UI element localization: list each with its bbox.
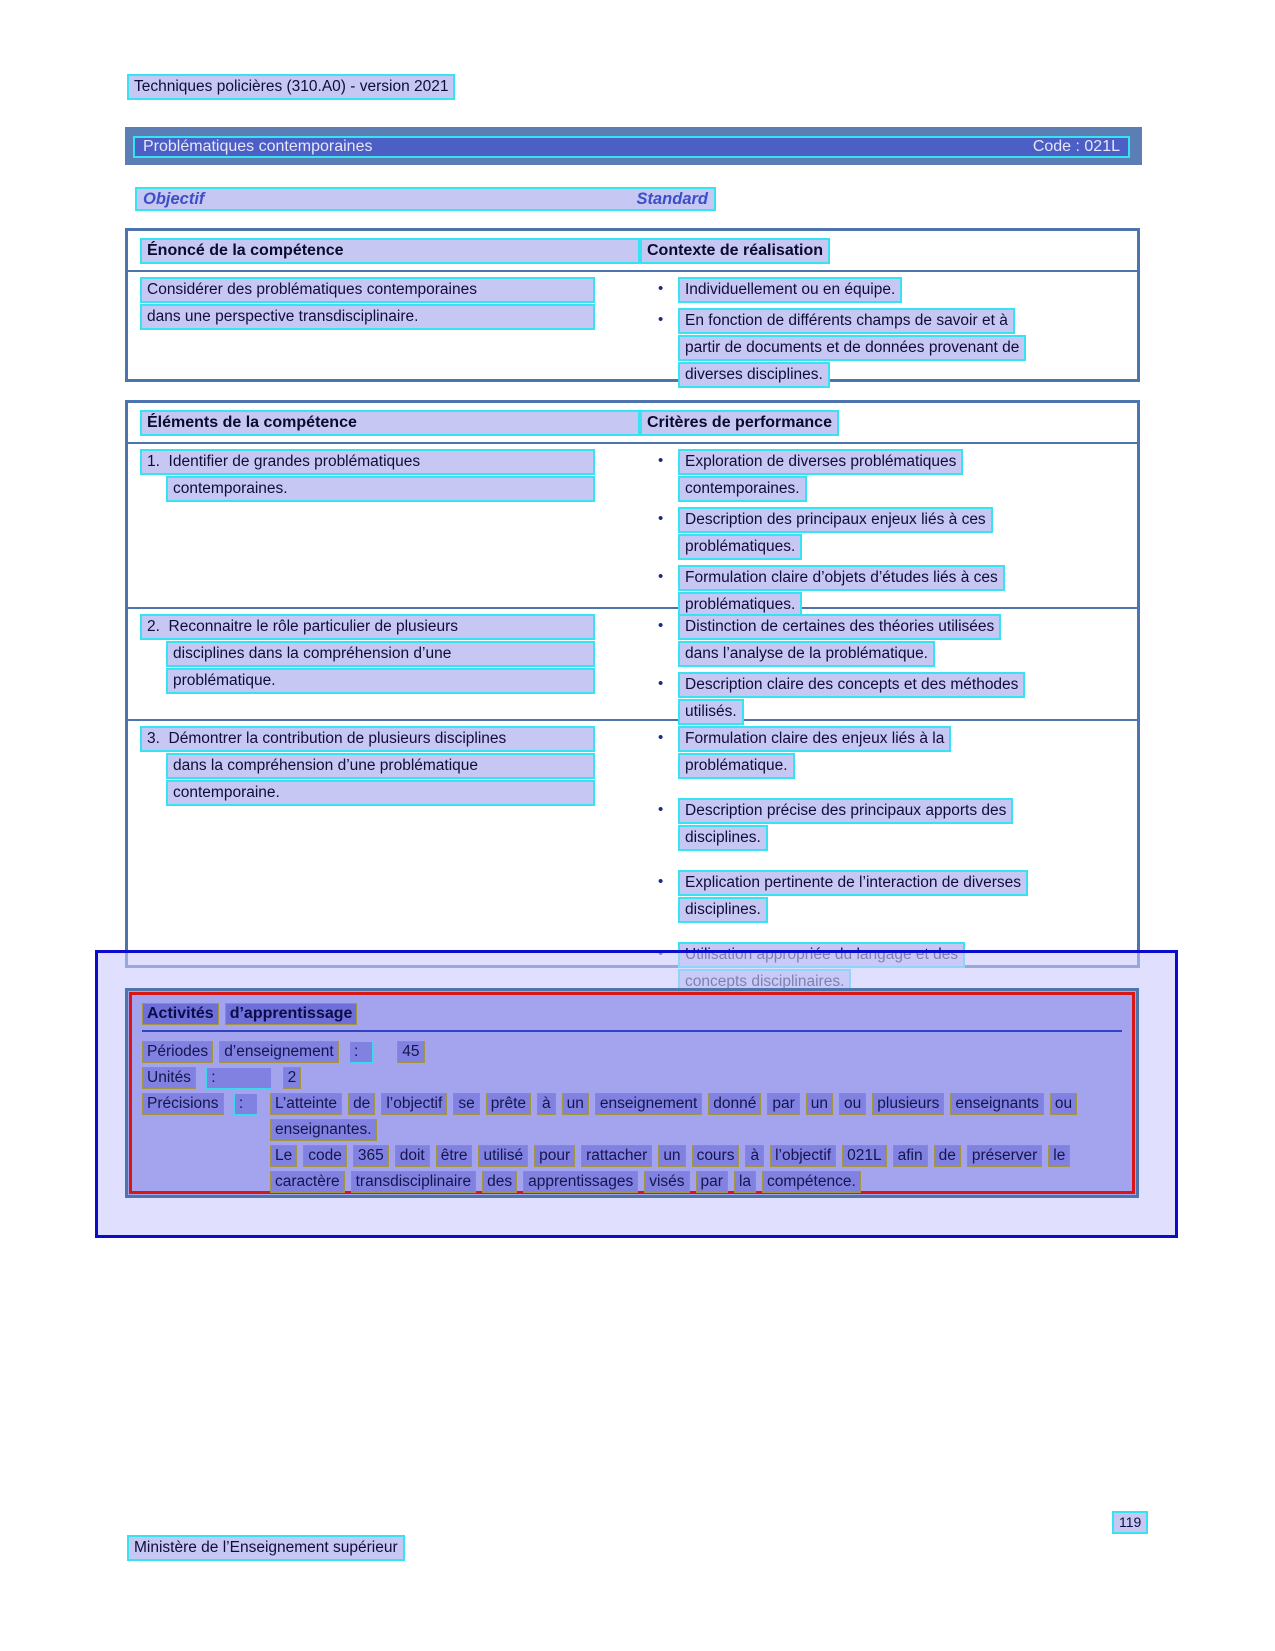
word-box: à — [537, 1093, 556, 1115]
criteria-line: Description précise des principaux apports des — [678, 798, 1013, 824]
bullet-icon — [640, 507, 678, 561]
word-box: de — [934, 1145, 961, 1167]
colon-separator: : — [234, 1093, 258, 1115]
criteria-line: Distinction de certaines des théories utilisées — [678, 614, 1001, 640]
periods-label — [142, 1043, 345, 1060]
word-box: caractère — [270, 1171, 345, 1193]
word-box: Activités — [142, 1003, 219, 1025]
competence-table-header — [128, 231, 1137, 272]
context-line: Individuellement ou en équipe. — [678, 277, 902, 303]
word-box: un — [806, 1093, 833, 1115]
competence-table — [125, 228, 1140, 382]
word-box: préserver — [967, 1145, 1042, 1167]
word-box: code — [303, 1145, 347, 1167]
criteria-list — [640, 614, 1137, 719]
word-box: visés — [644, 1171, 689, 1193]
context-item — [640, 277, 1137, 304]
footer-ministry-label: Ministère de l’Enseignement supérieur — [127, 1535, 405, 1561]
word-box: 021L — [842, 1145, 886, 1167]
elements-table — [125, 400, 1140, 968]
competence-table-body — [128, 272, 1137, 383]
criteria-item — [640, 449, 1137, 503]
element-row-2 — [128, 607, 1137, 719]
element-statement — [128, 614, 640, 719]
word-box: le — [1048, 1145, 1070, 1167]
element-statement — [128, 726, 640, 972]
colon-separator: : — [349, 1041, 373, 1063]
section-title: Problématiques contemporaines — [143, 138, 373, 155]
objectif-standard-band — [135, 187, 716, 211]
word-box: plusieurs — [872, 1093, 944, 1115]
word-box: un — [562, 1093, 589, 1115]
criteria-line: Formulation claire d’objets d’études liés à ces — [678, 565, 1005, 591]
word-box: l’objectif — [381, 1093, 447, 1115]
col-header-contexte: Contexte de réalisation — [640, 238, 830, 264]
criteria-item — [640, 565, 1137, 619]
units-label — [142, 1069, 202, 1086]
word-box: ou — [839, 1093, 866, 1115]
word-box: L’atteinte — [270, 1093, 342, 1115]
criteria-list — [640, 726, 1137, 972]
precisions-text — [270, 1091, 1083, 1195]
bullet-icon — [640, 726, 678, 780]
criteria-item — [640, 870, 1137, 924]
bullet-icon — [640, 672, 678, 726]
word-box: enseignement — [595, 1093, 702, 1115]
bullet-icon — [640, 614, 678, 668]
word-box: afin — [893, 1145, 928, 1167]
word-box: d’enseignement — [219, 1041, 338, 1063]
criteria-line: contemporaines. — [678, 476, 807, 502]
word-box: donné — [708, 1093, 761, 1115]
periods-row — [142, 1039, 1122, 1065]
element-row-3 — [128, 719, 1137, 972]
bullet-icon — [640, 870, 678, 924]
section-code: Code : 021L — [1032, 138, 1120, 155]
criteria-line: problématique. — [678, 753, 795, 779]
precisions-line — [270, 1169, 1083, 1195]
word-box: se — [453, 1093, 479, 1115]
criteria-line: Formulation claire des enjeux liés à la — [678, 726, 951, 752]
precisions-line — [270, 1143, 1083, 1169]
bullet-icon — [640, 798, 678, 852]
word-box: compétence. — [762, 1171, 861, 1193]
criteria-line: problématiques. — [678, 534, 802, 560]
bullet-icon — [640, 277, 678, 304]
criteria-line: Explication pertinente de l’interaction de diverses — [678, 870, 1028, 896]
criteria-line: disciplines. — [678, 897, 768, 923]
objectif-label: Objectif — [143, 189, 205, 208]
word-box: par — [767, 1093, 799, 1115]
element-statement — [128, 449, 640, 607]
bullet-icon — [640, 565, 678, 619]
criteria-line: Description des principaux enjeux liés à ces — [678, 507, 993, 533]
word-box: par — [696, 1171, 728, 1193]
element-line: 1. Identifier de grandes problématiques — [140, 449, 595, 475]
criteria-line: Exploration de diverses problématiques — [678, 449, 963, 475]
criteria-list — [640, 449, 1137, 613]
section-title-bar — [125, 127, 1142, 165]
word-box: apprentissages — [523, 1171, 638, 1193]
word-box: transdisciplinaire — [351, 1171, 476, 1193]
criteria-item — [640, 726, 1137, 780]
elements-table-header — [128, 403, 1137, 444]
word-box: l’objectif — [770, 1145, 836, 1167]
bullet-icon — [640, 308, 678, 389]
precisions-row — [142, 1091, 1122, 1195]
word-box: prête — [486, 1093, 531, 1115]
criteria-line: problématiques. — [678, 592, 802, 618]
standard-label: Standard — [636, 189, 708, 208]
context-line: En fonction de différents champs de savoir et à — [678, 308, 1015, 334]
word-box: doit — [395, 1145, 430, 1167]
criteria-item — [640, 614, 1137, 668]
word-box: Le — [270, 1145, 297, 1167]
element-line: disciplines dans la compréhension d’une — [166, 641, 595, 667]
word-box: un — [658, 1145, 685, 1167]
precisions-label-cell — [142, 1091, 270, 1117]
criteria-item — [640, 672, 1137, 726]
section-title-selection — [133, 136, 1130, 158]
criteria-item — [640, 798, 1137, 852]
word-box: utilisé — [478, 1145, 528, 1167]
context-line: diverses disciplines. — [678, 362, 830, 388]
element-line: contemporaines. — [166, 476, 595, 502]
units-value: 2 — [283, 1067, 302, 1089]
precisions-label — [142, 1095, 230, 1112]
element-line: contemporaine. — [166, 780, 595, 806]
element-line: 3. Démontrer la contribution de plusieurs disciplines — [140, 726, 595, 752]
activities-title — [142, 1003, 1122, 1032]
word-box: de — [348, 1093, 375, 1115]
word-box: pour — [534, 1145, 575, 1167]
activities-table — [125, 988, 1139, 1198]
criteria-line: dans l’analyse de la problématique. — [678, 641, 935, 667]
element-line: 2. Reconnaitre le rôle particulier de plusieurs — [140, 614, 595, 640]
word-box: Périodes — [142, 1041, 213, 1063]
statement-line: Considérer des problématiques contemporaines — [140, 277, 595, 303]
periods-value: 45 — [397, 1041, 424, 1063]
criteria-line: utilisés. — [678, 699, 744, 725]
element-line: dans la compréhension d’une problématique — [166, 753, 595, 779]
word-box: enseignants — [950, 1093, 1044, 1115]
document-header-label: Techniques policières (310.A0) - version 2021 — [127, 74, 455, 100]
word-box: 365 — [353, 1145, 389, 1167]
word-box: être — [436, 1145, 473, 1167]
word-box: Précisions — [142, 1093, 224, 1115]
word-box: rattacher — [581, 1145, 652, 1167]
word-box: à — [745, 1145, 764, 1167]
activities-red-frame — [129, 992, 1135, 1194]
precisions-line — [270, 1091, 1083, 1117]
col-header-elements: Éléments de la compétence — [140, 410, 640, 436]
word-box: enseignantes. — [270, 1119, 377, 1141]
word-box: cours — [692, 1145, 740, 1167]
criteria-line: Description claire des concepts et des méthodes — [678, 672, 1025, 698]
word-box: la — [734, 1171, 756, 1193]
col-header-enonce: Énoncé de la compétence — [140, 238, 640, 264]
criteria-item — [640, 507, 1137, 561]
context-line: partir de documents et de données provenant de — [678, 335, 1026, 361]
word-box: des — [482, 1171, 517, 1193]
context-item — [640, 308, 1137, 389]
bullet-icon — [640, 449, 678, 503]
precisions-line — [270, 1117, 1083, 1143]
colon-separator: : — [206, 1067, 272, 1089]
word-box: d’apprentissage — [225, 1003, 358, 1025]
units-row — [142, 1065, 1122, 1091]
statement-line: dans une perspective transdisciplinaire. — [140, 304, 595, 330]
word-box: ou — [1050, 1093, 1077, 1115]
realisation-context — [640, 277, 1137, 383]
competence-statement — [128, 277, 640, 378]
page-number: 119 — [1112, 1511, 1148, 1534]
element-row-1 — [128, 444, 1137, 613]
col-header-criteres: Critères de performance — [640, 410, 839, 436]
criteria-line: disciplines. — [678, 825, 768, 851]
word-box: Unités — [142, 1067, 196, 1089]
element-line: problématique. — [166, 668, 595, 694]
